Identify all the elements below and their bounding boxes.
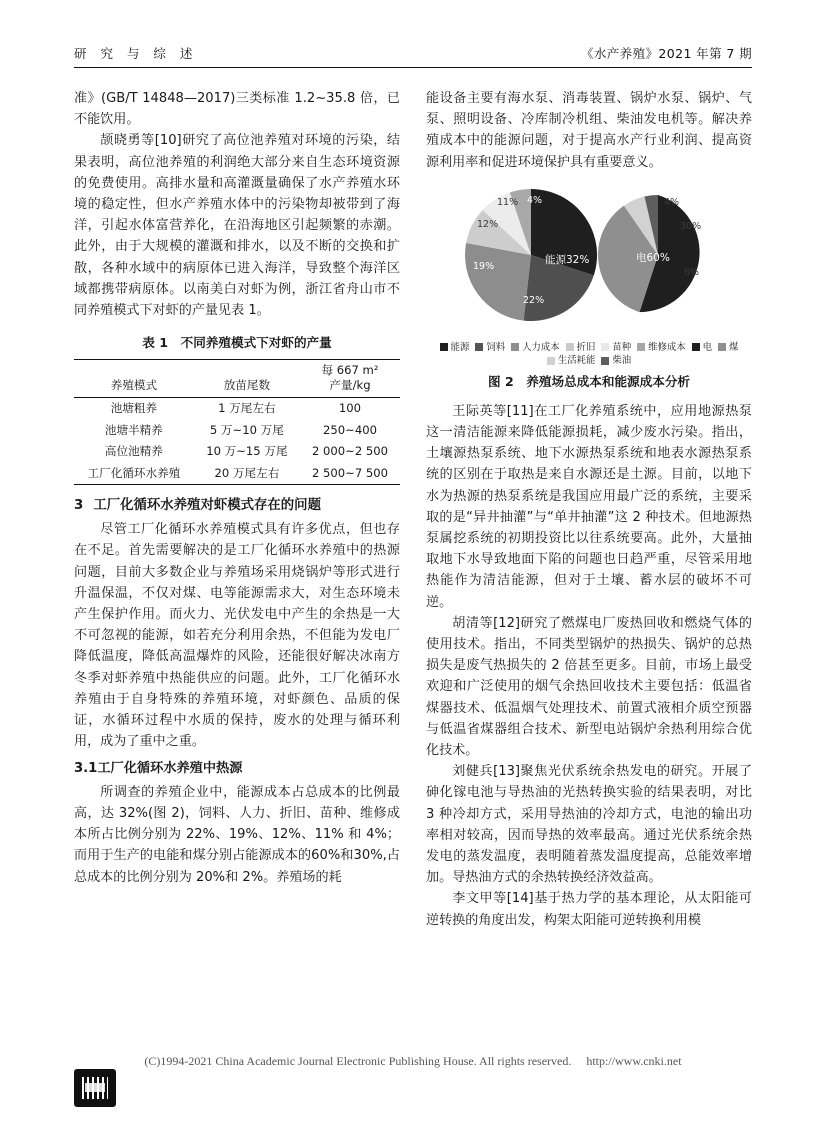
logo-glyph <box>82 1077 108 1099</box>
pie-label-energy: 能源32% <box>545 253 590 266</box>
left-column <box>74 88 400 931</box>
paragraph: 王际英等[11]在工厂化养殖系统中，应用地源热泵这一清洁能源来降低能源损耗，减少废水污染。指出，土壤源热泵系统、地下水源热泵系统和地表水源热泵系统的区别在于取热是来自水源还是土源。目前，以地下水为热源的热泵系统是我国应用最广泛的系统，主要采取的是“异井抽灌”与“单井抽灌”这 2 种技术。但地源热泵属挖系统的初期投资比以往系统要高。此外，大量抽取地下水导致地面下陷的问题也日趋严重，尽管采用地热能作为清洁能源，但对于土壤、蓄水层的破坏不可逆。 <box>426 403 752 610</box>
pie-chart-svg <box>426 177 752 339</box>
copyright-text: (C)1994-2021 China Academic Journal Electronic Publishing House. All rights reserved. <box>144 1054 572 1068</box>
right-column <box>426 88 752 931</box>
legend-label: 能源 <box>450 341 470 353</box>
pie-label-electricity: 电60% <box>636 251 670 264</box>
table-cell: 1 万尾左右 <box>218 400 276 415</box>
legend-item <box>440 342 470 353</box>
legend-swatch-icon <box>637 343 645 351</box>
table-header-line1: 每 667 m² <box>321 362 379 377</box>
page-header <box>74 44 752 68</box>
legend-swatch-icon <box>511 343 519 351</box>
legend-item <box>718 342 738 353</box>
table-cell: 250~400 <box>323 422 377 437</box>
legend-label: 苗种 <box>612 341 632 353</box>
pie-energy-cost <box>598 195 701 312</box>
table-cell: 5 万~10 万尾 <box>209 422 284 437</box>
figure-2-block <box>426 177 752 393</box>
table-1-block <box>74 333 400 485</box>
article-body <box>74 88 752 931</box>
pie-label-labor: 19% <box>473 260 495 272</box>
legend-swatch-icon <box>692 343 700 351</box>
pie-label-maintenance: 4% <box>527 194 543 206</box>
paragraph: 颉晓勇等[10]研究了高位池养殖对环境的污染，结果表明，高位池养殖的利润绝大部分来自生态环境资源的免费使用。高排水量和高灌溉量确保了水产养殖水环境的稳定性，但水产养殖水体中的污染物却被带到了海洋，引起水体富营养化，在沿海地区引起频繁的赤潮。此外，由于大规模的灌溉和排水，以及不断的交换和扩散，各种水域中的病原体已进入海洋，导致整个海洋区域都携带病原体。以南美白对虾为例，浙江省舟山市不同养殖模式下对虾的产量见表 1。 <box>74 133 400 319</box>
pie-slice-labor <box>465 243 531 321</box>
paragraph: 李文甲等[14]基于热力学的基本理论，从太阳能可逆转换的角度出发，构架太阳能可逆转换利用模 <box>426 891 752 928</box>
header-journal-issue: 《水产养殖》2021 年第 7 期 <box>581 46 752 61</box>
pie-label-seedling: 11% <box>497 196 519 208</box>
shrimp-yield-table <box>74 359 400 486</box>
legend-swatch-icon <box>601 343 609 351</box>
table-caption: 表 1 不同养殖模式下对虾的产量 <box>142 335 332 351</box>
footer-copyright <box>0 1054 826 1069</box>
pie-label-feed: 22% <box>523 294 545 306</box>
paragraph: 所调查的养殖企业中，能源成本占总成本的比例最高，达 32%(图 2)，饲料、人力、折旧、苗种、维修成本所占比例分别为 22%、19%、12%、11% 和 4%；而用于生产的电能和煤分别占能源成本的60%和30%,占总成本的比例分别为 20%和 2%。养殖场的耗 <box>74 784 400 885</box>
legend-item <box>475 342 505 353</box>
legend-item <box>547 355 596 366</box>
legend-swatch-icon <box>547 357 555 365</box>
paragraph: 能设备主要有海水泵、消毒装置、锅炉水泵、锅炉、气泵、照明设备、冷库制冷机组、柴油发电机等。解决养殖成本中的能源问题，对于提高水产行业利润、提高资源利用率和促进环境保护具有重要意义。 <box>426 91 752 170</box>
paragraph: 胡清等[12]研究了燃煤电厂废热回收和燃烧气体的使用技术。指出，不同类型锅炉的热损失、锅炉的总热损失是废气热损失的 2 倍甚至更多。目前，市场上最受欢迎和广泛使用的烟气余热回收技术主要包括：低温省煤器技术、低温烟气处理技术、前置式液相介质空预器与低温省煤器组合技术、新型电站锅炉余热利用综合优化技术。 <box>426 615 752 759</box>
legend-item <box>692 342 712 353</box>
legend-swatch-icon <box>566 343 574 351</box>
publisher-logo-icon <box>74 1069 116 1107</box>
section-number: 3.1 <box>74 761 98 777</box>
chart-legend <box>426 342 752 367</box>
table-header-cell: 养殖模式 <box>74 359 194 397</box>
table-row <box>74 397 400 419</box>
cnki-url[interactable]: http://www.cnki.net <box>586 1054 682 1068</box>
table-header-line2: 产量/kg <box>329 378 371 393</box>
legend-item <box>511 342 560 353</box>
table-cell: 20 万尾左右 <box>194 463 300 485</box>
table-header-cell: 放苗尾数 <box>194 359 300 397</box>
table-cell: 2 000~2 500 <box>311 444 389 459</box>
paragraph: 准》(GB/T 14848—2017)三类标准 1.2~35.8 倍，已不能饮用。 <box>74 91 400 128</box>
legend-label: 折旧 <box>576 341 596 353</box>
legend-item <box>566 342 596 353</box>
legend-label: 维修成本 <box>648 341 686 353</box>
legend-swatch-icon <box>440 343 448 351</box>
pie-label-living: 6% <box>684 266 700 278</box>
header-section-label: 研 究 与 综 述 <box>74 46 198 61</box>
table-cell: 2 500~7 500 <box>300 463 400 485</box>
table-cell: 池塘半精养 <box>104 422 163 437</box>
table-header-cell <box>300 359 400 397</box>
legend-swatch-icon <box>475 343 483 351</box>
paragraph: 尽管工厂化循环水养殖模式具有许多优点，但也存在不足。首先需要解决的是工厂化循环水养殖中的热源问题，目前大多数企业与养殖场采用烧锅炉等形式进行升温保温，不仅对煤、电等能源需求大，对生态环境未产生保护作用。而火力、光伏发电中产生的余热是一大不可忽视的能源，如若充分利用余热，不但能为发电厂降低温度，降低高温爆炸的风险，还能很好解决冰南方冬季对虾养殖中热能供应的问题。此外，工厂化循环水养殖由于自身特殊的养殖环境，对虾颜色、品质的保证，水循环过程中水质的保持，废水的处理与循环利用，成为了重中之重。 <box>74 522 400 750</box>
legend-label: 柴油 <box>612 355 632 367</box>
section-title: 工厂化循环水养殖中热源 <box>97 761 243 777</box>
pie-label-diesel: 4% <box>664 196 680 208</box>
pie-total-cost <box>465 189 597 321</box>
legend-item <box>601 355 631 366</box>
legend-item <box>637 342 686 353</box>
table-row <box>74 441 400 463</box>
table-cell: 100 <box>338 400 362 415</box>
section-title: 工厂化循环水养殖对虾模式存在的问题 <box>93 498 321 514</box>
table-cell: 10 万~15 万尾 <box>206 444 288 459</box>
legend-swatch-icon <box>718 343 726 351</box>
table-cell: 池塘粗养 <box>110 400 158 415</box>
figure-caption: 图 2 养殖场总成本和能源成本分析 <box>487 374 691 390</box>
pie-chart-figure <box>426 177 752 339</box>
section-heading-3 <box>74 495 400 517</box>
legend-swatch-icon <box>601 357 609 365</box>
legend-label: 生活耗能 <box>557 355 596 367</box>
table-cell: 高位池精养 <box>104 444 163 459</box>
table-row <box>74 463 400 485</box>
legend-label: 电 <box>702 341 713 353</box>
section-heading-3-1 <box>74 758 400 779</box>
pie-label-depreciation: 12% <box>477 218 499 230</box>
table-row <box>74 420 400 442</box>
pie-label-coal: 30% <box>680 220 702 232</box>
legend-item <box>601 342 631 353</box>
table-cell: 工厂化循环水养殖 <box>74 463 194 485</box>
table-body <box>74 397 400 485</box>
section-number: 3 <box>74 498 84 514</box>
legend-label: 人力成本 <box>522 341 560 353</box>
legend-label: 煤 <box>729 341 739 353</box>
table-header-row <box>74 359 400 397</box>
paragraph: 刘健兵[13]聚焦光伏系统余热发电的研究。开展了砷化镓电池与导热油的光热转换实验的结果表明，对比 3 种冷却方式，采用导热油的冷却方式，电池的输出功率相对较高，因而导热的效率最高。通过光伏系统余热发电的蒸发温度，表明随着蒸发温度提高，总能效率增加。导热油方式的余热转换经济效益高。 <box>426 764 752 886</box>
legend-label: 饲料 <box>486 341 506 353</box>
